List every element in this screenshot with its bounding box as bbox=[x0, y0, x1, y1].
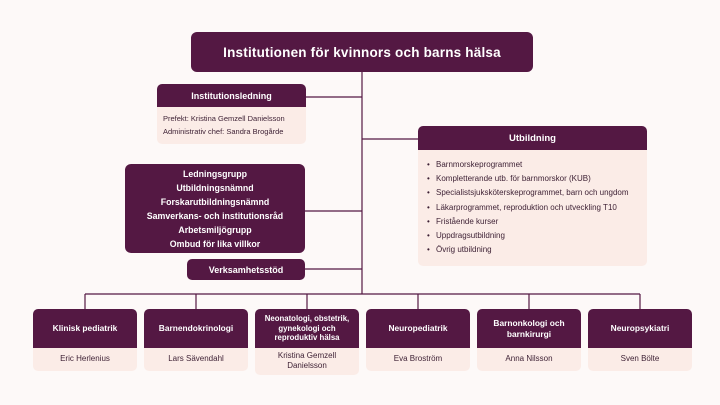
ledningsgrupp-line: Samverkans- och institutionsråd bbox=[146, 210, 284, 221]
division-neuropsykiatri bbox=[588, 309, 692, 371]
verksamhetsstod-box: Verksamhetsstöd bbox=[187, 259, 305, 280]
division-title: Neuropediatrik bbox=[366, 309, 470, 348]
utbildning-body bbox=[418, 150, 647, 266]
institutionsledning-body bbox=[157, 107, 306, 144]
department-title: Institutionen för kvinnors och barns hälsa bbox=[191, 32, 533, 72]
admin-chef-line: Administrativ chef: Sandra Brogårde bbox=[163, 127, 284, 137]
utbildning-item: • Uppdragsutbildning bbox=[426, 229, 641, 243]
institutionsledning-card bbox=[157, 84, 306, 144]
division-title: Klinisk pediatrik bbox=[33, 309, 137, 348]
utbildning-header: Utbildning bbox=[418, 126, 647, 150]
division-head: Anna Nilsson bbox=[477, 348, 581, 371]
utbildning-list bbox=[426, 158, 641, 257]
ledningsgrupp-line: Forskarutbildningsnämnd bbox=[160, 196, 270, 207]
utbildning-item: • Specialistsjuksköterskeprogrammet, barn och ungdom bbox=[426, 186, 641, 200]
division-head: Sven Bölte bbox=[588, 348, 692, 371]
division-title: Barnonkologi och barnkirurgi bbox=[477, 309, 581, 348]
utbildning-item: • Barnmorskeprogrammet bbox=[426, 158, 641, 172]
division-neuropediatrik bbox=[366, 309, 470, 371]
division-title: Neonatologi, obstetrik, gynekologi och reproduktiv hälsa bbox=[255, 309, 359, 348]
utbildning-item: • Läkarprogrammet, reproduktion och utveckling T10 bbox=[426, 201, 641, 215]
prefekt-line: Prefekt: Kristina Gemzell Danielsson bbox=[163, 114, 285, 123]
division-head: Lars Sävendahl bbox=[144, 348, 248, 371]
utbildning-card bbox=[418, 126, 647, 266]
division-neonatologi-obstetrik bbox=[255, 309, 359, 375]
utbildning-item: • Fristående kurser bbox=[426, 215, 641, 229]
division-head: Eva Broström bbox=[366, 348, 470, 371]
division-klinisk-pediatrik bbox=[33, 309, 137, 371]
utbildning-item: • Kompletterande utb. för barnmorskor (KUB) bbox=[426, 172, 641, 186]
division-head: Eric Herlenius bbox=[33, 348, 137, 371]
division-title: Barnendokrinologi bbox=[144, 309, 248, 348]
division-barnonkologi-barnkirurgi bbox=[477, 309, 581, 371]
ledningsgrupp-line: Arbetsmiljögrupp bbox=[178, 224, 252, 235]
ledningsgrupp-line: Ombud för lika villkor bbox=[169, 238, 261, 249]
division-head: Kristina Gemzell Danielsson bbox=[255, 348, 359, 375]
division-title: Neuropsykiatri bbox=[588, 309, 692, 348]
ledningsgrupp-line: Utbildningsnämnd bbox=[176, 182, 254, 193]
utbildning-item: • Övrig utbildning bbox=[426, 243, 641, 257]
institutionsledning-header: Institutionsledning bbox=[157, 84, 306, 107]
ledningsgrupp-box bbox=[125, 164, 305, 253]
ledningsgrupp-line: Ledningsgrupp bbox=[182, 168, 247, 179]
division-barnendokrinologi bbox=[144, 309, 248, 371]
